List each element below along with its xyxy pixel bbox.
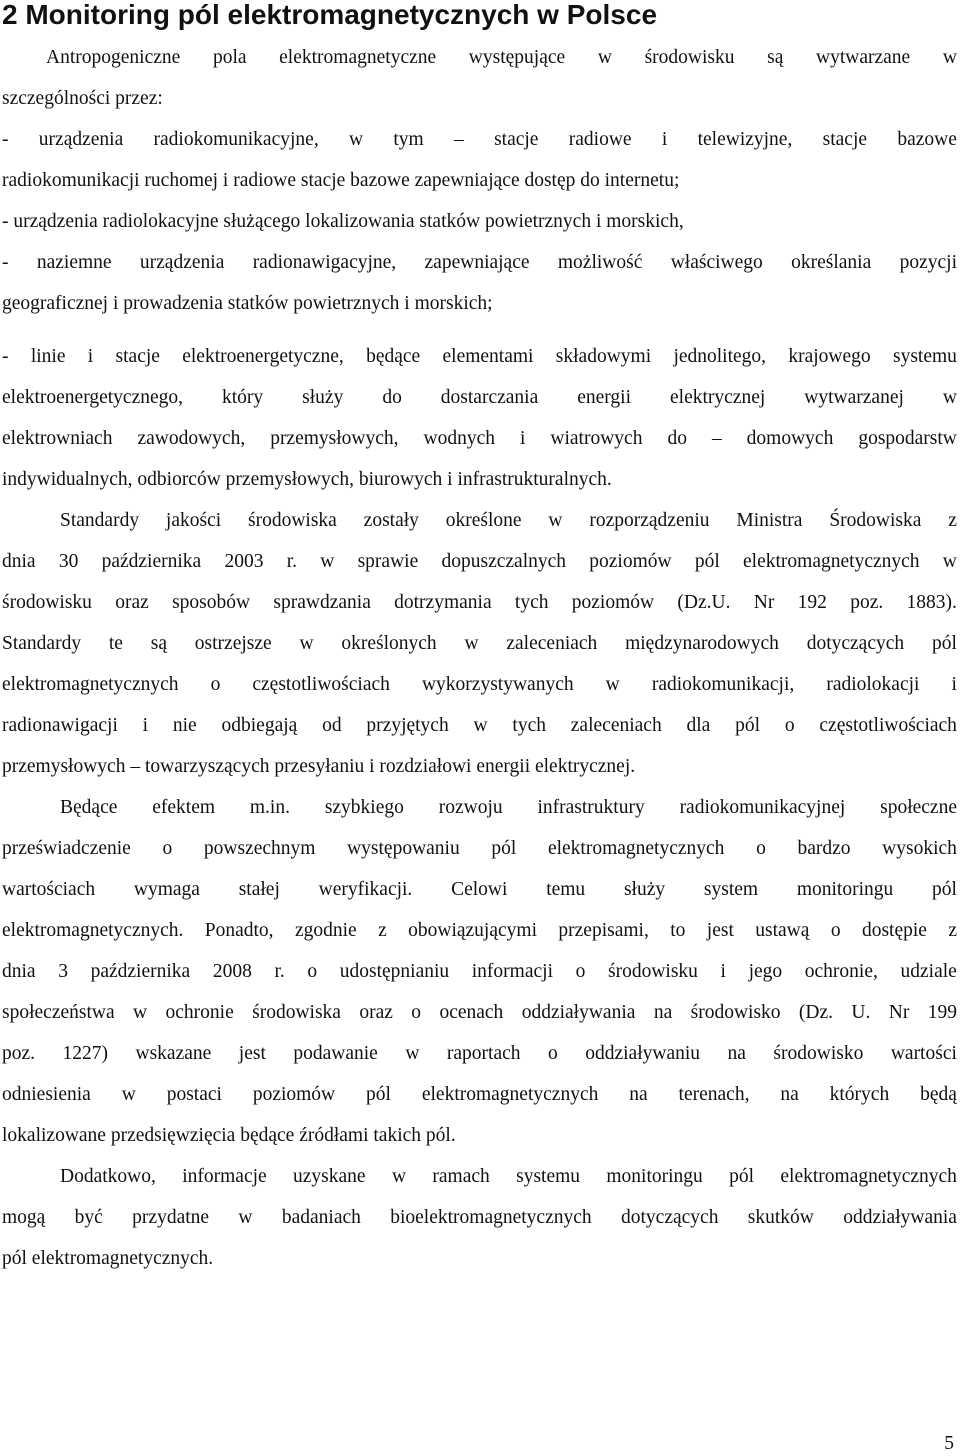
word: efektem [152,797,216,818]
word: U. [851,1002,871,1023]
word: w [349,129,364,150]
word: możliwość [557,252,643,273]
word: środowisku [607,961,698,982]
word: monitoringu [796,879,894,900]
word: poz. [2,1043,36,1064]
word: obowiązującymi [408,920,537,941]
word: radionawigacji [2,715,118,736]
word: środowiska [252,1002,341,1023]
word: o [411,1002,422,1023]
word: przepisami, [558,920,649,941]
word: informacji [471,961,553,982]
word: 1883). [906,592,957,613]
word: stacje [822,129,868,150]
text-line [2,1083,957,1107]
word: wykorzystywanych [421,674,574,695]
word: w [942,387,957,408]
word: pola [212,47,247,68]
word: międzynarodowych [625,633,779,654]
word: wytwarzanej [804,387,904,408]
text-line [2,128,957,152]
word: elektromagnetycznych [780,1166,957,1187]
word: pól [932,879,957,900]
word: sprawie [357,551,419,572]
text-line [2,591,957,615]
word: bioelektromagnetycznych [390,1207,592,1228]
word: zgodnie [294,920,357,941]
text-line: geograficznej i prowadzenia statków powietrznych i morskich; [2,293,493,314]
word: elementami [442,346,534,367]
word: o [210,674,221,695]
word: będą [920,1084,957,1105]
word: poziomów [571,592,655,613]
word: z [948,510,957,531]
word: – [454,129,464,150]
word: - [2,129,9,150]
text-line [60,1165,957,1189]
word: elektroenergetycznego, [2,387,184,408]
word: elektromagnetycznych. [2,920,184,941]
word: dostępie [861,920,927,941]
word: elektrycznej [670,387,766,408]
word: udziale [900,961,957,982]
word: służy [302,387,344,408]
word: temu [546,879,586,900]
word: Standardy [2,633,82,654]
word: m.in. [249,797,290,818]
word: przemysłowych, [270,428,399,449]
word: udostępnianiu [339,961,450,982]
word: dotyczących [806,633,905,654]
word: postaci [166,1084,222,1105]
word: pól [931,633,957,654]
word: Ministra [736,510,803,531]
word: radiokomunikacji, [651,674,795,695]
word: dnia [2,961,36,982]
word: na [727,1043,746,1064]
word: wysokich [882,838,957,859]
page-number: 5 [944,1433,954,1454]
word: oddziaływania [521,1002,636,1023]
word: zawodowych, [137,428,246,449]
word: i [661,129,668,150]
word: energii [577,387,632,408]
word: to [670,920,686,941]
word: przydatne [132,1207,210,1228]
word: jest [706,920,734,941]
word: elektroenergetyczne, [182,346,344,367]
word: pól [735,715,761,736]
word: i [951,674,957,695]
word: Dodatkowo, [60,1166,156,1187]
word: badaniach [281,1207,361,1228]
word: poziomów [252,1084,336,1105]
word: 2008 [212,961,252,982]
word: i [720,961,726,982]
word: dostarczania [440,387,539,408]
word: na [653,1002,673,1023]
text-line [2,837,957,861]
word: oddziaływania [843,1207,957,1228]
text-line: przemysłowych – towarzyszących przesyłaniu i rozdziałowi energii elektrycznej. [2,756,636,777]
word: radiolokacji [826,674,920,695]
word: w [299,633,314,654]
word: w [473,715,488,736]
word: ochronie [165,1002,234,1023]
word: zaleceniach [570,715,662,736]
word: jest [238,1043,266,1064]
word: informacje [182,1166,267,1187]
word: w [605,674,620,695]
text-line: pól elektromagnetycznych. [2,1248,214,1269]
word: przeświadczenie [2,838,131,859]
word: oraz [359,1002,393,1023]
word: powszechnym [203,838,316,859]
word: monitoringu [606,1166,703,1187]
text-line [2,1042,957,1066]
word: odniesienia [2,1084,91,1105]
word: sposobów [172,592,251,613]
word: 30 [58,551,79,572]
word: z [378,920,387,941]
word: radiokomunikacyjne, [153,129,319,150]
word: w [391,1166,407,1187]
word: zaleceniach [506,633,598,654]
word: służy [623,879,666,900]
word: elektromagnetyczne [279,47,437,68]
word: stałej [238,879,280,900]
word: do [382,387,402,408]
word: te [108,633,123,654]
word: poziomów [589,551,672,572]
word: od [322,715,342,736]
word: dotrzymania [394,592,492,613]
word: tym [393,129,424,150]
word: będące [366,346,421,367]
word: których [829,1084,890,1105]
word: tych [512,715,546,736]
word: gospodarstw [858,428,957,449]
word: przyjętych [366,715,449,736]
word: mogą [2,1207,46,1228]
word: ocenach [439,1002,504,1023]
word: domowych [746,428,834,449]
word: w [597,47,612,68]
word: elektromagnetycznych [743,551,920,572]
word: składowymi [555,346,652,367]
word: wartości [890,1043,957,1064]
word: o [162,838,173,859]
word: wodnych [423,428,496,449]
word: w [121,1084,136,1105]
word: zapewniające [424,252,530,273]
word: poz. [850,592,884,613]
word: występujące [468,47,566,68]
word: (Dz.U. [677,592,731,613]
word: radiowe [568,129,632,150]
word: ochronie, [804,961,878,982]
word: określone [445,510,522,531]
text-line [2,251,957,275]
word: system [703,879,759,900]
word: (Dz. [798,1002,834,1023]
word: środowisko [773,1043,864,1064]
word: weryfikacji. [318,879,413,900]
word: krajowego [788,346,871,367]
text-line [2,550,957,574]
word: w [942,47,957,68]
word: terenach, [678,1084,750,1105]
text-line: radiokomunikacji ruchomej i radiowe stacje bazowe zapewniające dostęp do internetu; [2,170,680,191]
word: z [948,920,957,941]
word: środowiska [248,510,337,531]
word: skutków [747,1207,814,1228]
word: wskazane [135,1043,212,1064]
word: środowisku [2,592,92,613]
word: raportach [446,1043,521,1064]
word: o [307,961,318,982]
word: Nr [888,1002,910,1023]
word: 2003 [224,551,264,572]
word: środowisko [690,1002,781,1023]
word: który [222,387,264,408]
text-line [2,714,957,738]
text-line [60,796,957,820]
word: środowisku [644,47,735,68]
section-heading: 2 Monitoring pól elektromagnetycznych w Polsce [2,0,658,30]
word: stacje [494,129,539,150]
word: elektrowniach [2,428,113,449]
word: Ponadto, [204,920,274,941]
word: podawanie [293,1043,378,1064]
word: w [405,1043,420,1064]
word: zostały [363,510,419,531]
word: jego [748,961,783,982]
word: radionawigacyjne, [252,252,397,273]
text-line: lokalizowane przedsięwzięcia będące źródłami takich pól. [2,1125,456,1146]
word: naziemne [36,252,112,273]
text-line: szczególności przez: [2,88,163,109]
word: infrastruktury [537,797,645,818]
text-line [2,919,957,943]
text-line [2,960,957,984]
word: do [667,428,687,449]
word: Nr [753,592,775,613]
word: systemu [516,1166,581,1187]
word: nie [172,715,197,736]
word: 1227) [62,1043,109,1064]
word: dla [686,715,711,736]
word: linie [30,346,66,367]
word: telewizyjne, [697,129,793,150]
word: radiokomunikacyjnej [679,797,846,818]
word: wartościach [2,879,96,900]
word: elektromagnetycznych [547,838,725,859]
word: jednolitego, [673,346,767,367]
text-line [2,1001,957,1025]
word: o [756,838,766,859]
text-line [46,46,957,70]
word: szybkiego [324,797,404,818]
word: o [830,920,841,941]
word: występowaniu [347,838,460,859]
word: określonych [341,633,437,654]
word: w [548,510,563,531]
word: o [575,961,586,982]
word: pól [366,1084,391,1105]
word: w [133,1002,148,1023]
text-line [2,427,957,451]
word: systemu [892,346,957,367]
word: i [142,715,149,736]
word: Będące [60,797,118,818]
word: Środowiska [829,510,922,531]
word: ustawą [755,920,810,941]
text-line [2,345,957,369]
word: w [942,551,957,572]
word: dotyczących [621,1207,719,1228]
word: – [711,428,722,449]
text-line [2,1206,957,1230]
text-line [2,673,957,697]
word: być [74,1207,103,1228]
word: oddziaływaniu [585,1043,701,1064]
word: urządzenia [38,129,124,150]
word: października [101,551,202,572]
word: i [87,346,94,367]
word: wytwarzane [816,47,911,68]
word: rozporządzeniu [589,510,710,531]
text-line [60,509,957,533]
word: właściwego [670,252,763,273]
word: urządzenia [139,252,225,273]
word: Antropogeniczne [46,47,181,68]
word: bazowe [897,129,957,150]
word: społeczne [880,797,957,818]
word: w [238,1207,253,1228]
word: stacje [115,346,160,367]
word: w [320,551,335,572]
word: na [629,1084,648,1105]
word: ostrzejsze [194,633,272,654]
word: wymaga [133,879,200,900]
word: w [464,633,479,654]
word: pozycji [899,252,957,273]
word: jakości [165,510,222,531]
word: o [548,1043,558,1064]
word: Standardy [60,510,140,531]
word: pól [729,1166,755,1187]
word: - [2,252,9,273]
word: tych [514,592,549,613]
word: o [784,715,795,736]
word: pól [694,551,720,572]
word: i [520,428,526,449]
word: uzyskane [293,1166,366,1187]
word: rozwoju [438,797,503,818]
text-line [2,632,957,656]
word: dnia [2,551,36,572]
word: są [150,633,167,654]
text-line: indywidualnych, odbiorców przemysłowych, biurowych i infrastrukturalnych. [2,469,612,490]
word: Celowi [451,879,508,900]
word: odbiegają [221,715,298,736]
text-line: - urządzenia radiolokacyjne służącego lokalizowania statków powietrznych i morskich, [2,211,684,232]
text-line [2,386,957,410]
word: elektromagnetycznych [2,674,179,695]
word: dopuszczalnych [441,551,567,572]
text-line [2,878,957,902]
word: na [780,1084,799,1105]
word: r. [286,551,297,572]
word: 192 [797,592,827,613]
word: częstotliwościach [252,674,390,695]
word: społeczeństwa [2,1002,115,1023]
word: elektromagnetycznych [421,1084,599,1105]
word: są [767,47,784,68]
word: określania [791,252,872,273]
word: częstotliwościach [819,715,957,736]
word: oraz [115,592,149,613]
word: 199 [927,1002,957,1023]
word: wiatrowych [550,428,643,449]
word: ramach [432,1166,490,1187]
word: października [90,961,191,982]
word: - [2,346,9,367]
word: sprawdzania [273,592,371,613]
word: r. [274,961,285,982]
word: pól [491,838,517,859]
word: 3 [58,961,68,982]
word: bardzo [797,838,851,859]
